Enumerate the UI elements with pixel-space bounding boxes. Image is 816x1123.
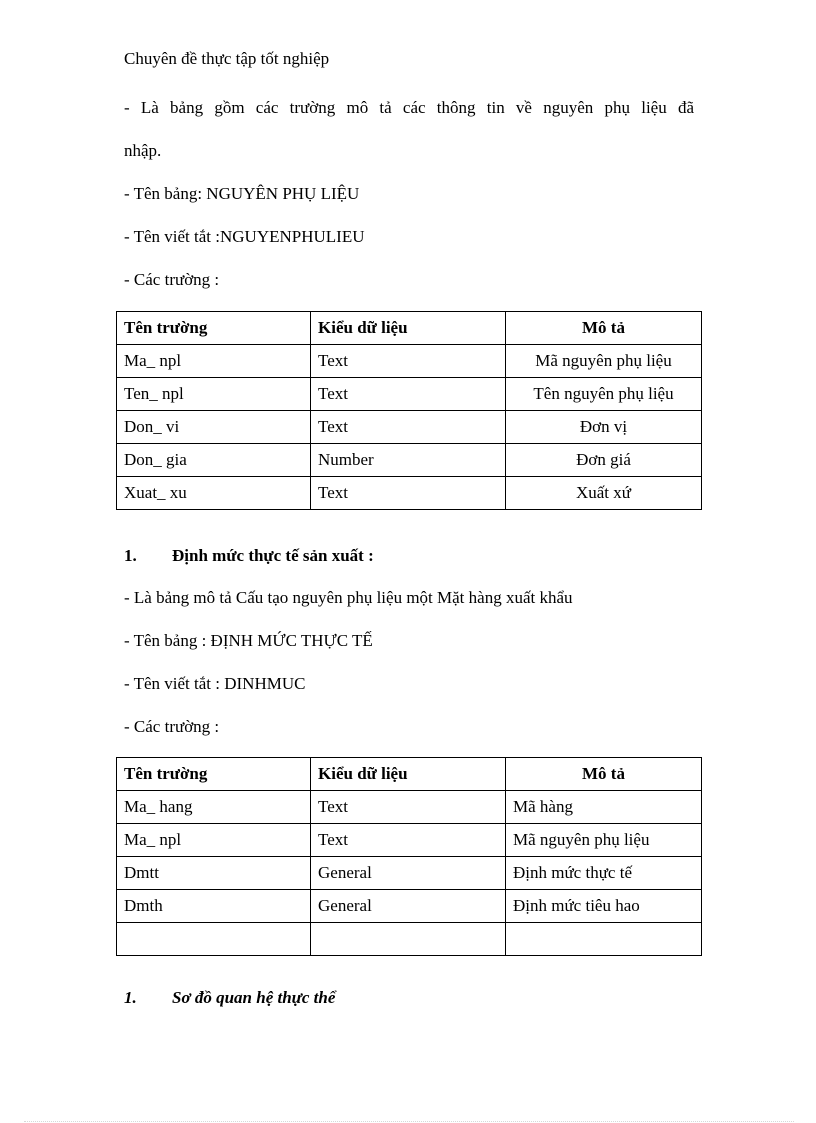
description-cell: Tên nguyên phụ liệu <box>506 378 702 411</box>
data-type-cell <box>311 923 506 956</box>
page-header: Chuyên đề thực tập tốt nghiệp <box>124 49 330 68</box>
field-name-cell <box>117 923 311 956</box>
nguyen-phu-lieu-table <box>116 311 702 510</box>
field-name-cell: Ma_ hang <box>117 791 311 824</box>
field-name-cell: Don_ vi <box>117 411 311 444</box>
table-header-row <box>117 758 702 791</box>
data-type-cell: Text <box>311 378 506 411</box>
section2-fields-label: - Các trường : <box>124 717 220 736</box>
header-cell: Kiểu dữ liệu <box>311 312 506 345</box>
section2-title: Định mức thực tế sản xuất : <box>172 546 374 565</box>
field-name-cell: Dmth <box>117 890 311 923</box>
table-row <box>117 477 702 510</box>
section1-description: - Là bảng gồm các trường mô tả các thông tin về nguyên phụ liệu đã <box>124 98 694 117</box>
table-row <box>117 923 702 956</box>
dinh-muc-table <box>116 757 702 956</box>
section3-title: Sơ đồ quan hệ thực thể <box>172 988 336 1007</box>
field-name-cell: Dmtt <box>117 857 311 890</box>
header-cell: Mô tả <box>506 312 702 345</box>
description-cell: Định mức tiêu hao <box>506 890 702 923</box>
data-type-cell: Number <box>311 444 506 477</box>
field-name-cell: Ten_ npl <box>117 378 311 411</box>
section2-number: 1. <box>124 546 137 565</box>
table-row <box>117 345 702 378</box>
table-row <box>117 857 702 890</box>
data-type-cell: Text <box>311 411 506 444</box>
field-name-cell: Ma_ npl <box>117 345 311 378</box>
data-type-cell: Text <box>311 477 506 510</box>
description-cell: Đơn vị <box>506 411 702 444</box>
section1-description-cont: nhập. <box>124 141 162 160</box>
section1-table-name: - Tên bảng: NGUYÊN PHỤ LIỆU <box>124 184 360 203</box>
description-cell: Định mức thực tế <box>506 857 702 890</box>
section2-description: - Là bảng mô tả Cấu tạo nguyên phụ liệu một Mặt hàng xuất khẩu <box>124 588 573 607</box>
section3-number: 1. <box>124 988 137 1007</box>
field-name-cell: Xuat_ xu <box>117 477 311 510</box>
data-type-cell: General <box>311 890 506 923</box>
section1-fields-label: - Các trường : <box>124 270 220 289</box>
table-row <box>117 378 702 411</box>
table-header-row <box>117 312 702 345</box>
table-row <box>117 890 702 923</box>
data-type-cell: General <box>311 857 506 890</box>
header-cell: Tên trường <box>117 758 311 791</box>
table-row <box>117 791 702 824</box>
description-cell: Mã nguyên phụ liệu <box>506 824 702 857</box>
section2-abbreviation: - Tên viết tắt : DINHMUC <box>124 674 306 693</box>
table-row <box>117 411 702 444</box>
table-row <box>117 444 702 477</box>
field-name-cell: Ma_ npl <box>117 824 311 857</box>
page-bottom-divider <box>24 1121 794 1122</box>
description-cell: Xuất xứ <box>506 477 702 510</box>
section2-heading <box>124 546 374 566</box>
data-type-cell: Text <box>311 824 506 857</box>
data-type-cell: Text <box>311 791 506 824</box>
description-cell <box>506 923 702 956</box>
field-name-cell: Don_ gia <box>117 444 311 477</box>
section2-table-name: - Tên bảng : ĐỊNH MỨC THỰC TẾ <box>124 631 373 650</box>
header-cell: Mô tả <box>506 758 702 791</box>
header-cell: Tên trường <box>117 312 311 345</box>
description-cell: Mã nguyên phụ liệu <box>506 345 702 378</box>
section3-heading <box>124 988 335 1008</box>
header-cell: Kiểu dữ liệu <box>311 758 506 791</box>
data-type-cell: Text <box>311 345 506 378</box>
description-cell: Đơn giá <box>506 444 702 477</box>
table-row <box>117 824 702 857</box>
description-cell: Mã hàng <box>506 791 702 824</box>
section1-abbreviation: - Tên viết tắt :NGUYENPHULIEU <box>124 227 365 246</box>
